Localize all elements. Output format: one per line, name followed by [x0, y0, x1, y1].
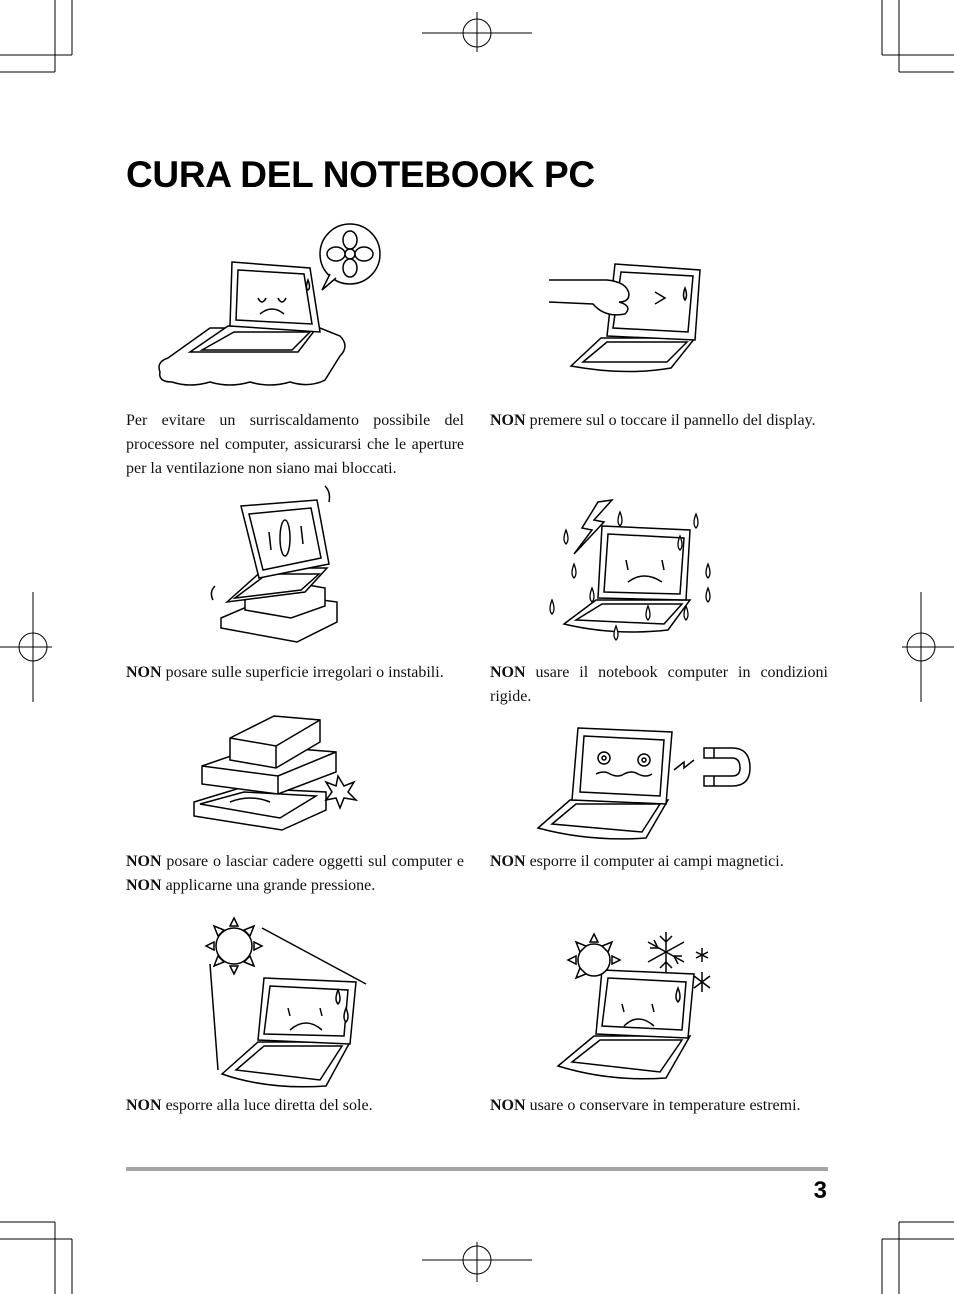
- caption-strong: NON: [126, 853, 162, 870]
- caption-heavy-objects: NON posare o lasciar cadere oggetti sul computer e NON applicarne una grande pressione.: [126, 853, 464, 894]
- page-title: CURA DEL NOTEBOOK PC: [126, 154, 595, 195]
- registration-mark-icon: [0, 12, 954, 1282]
- caption-magnetic-fields: NON esporre il computer ai campi magnetici.: [490, 853, 784, 870]
- caption-strong: NON: [490, 664, 526, 681]
- illustration-direct-sunlight: [198, 912, 370, 1092]
- page-number: 3: [813, 1177, 827, 1204]
- illustration-unstable-surface: [205, 482, 345, 644]
- footer-rule: [126, 1167, 828, 1171]
- hand-icon: [549, 280, 629, 315]
- magnet-icon: [704, 748, 750, 786]
- illustration-ventilation: [150, 222, 390, 394]
- illustration-heavy-objects: [190, 714, 360, 836]
- caption-touch-screen: NON premere sul o toccare il pannello del display.: [490, 412, 816, 429]
- caption-harsh-conditions: NON usare il notebook computer in condizioni rigide.: [490, 664, 828, 705]
- illustration-touch-screen: [545, 258, 710, 382]
- illustration-harsh-conditions: [544, 496, 720, 648]
- caption-strong: NON: [490, 853, 526, 870]
- caption-strong: NON: [126, 1097, 162, 1114]
- caption-direct-sunlight: NON esporre alla luce diretta del sole.: [126, 1097, 373, 1114]
- caption-strong: NON: [126, 877, 162, 894]
- caption-ventilation: Per evitare un surriscaldamento possibile del processore nel computer, assicurarsi che le aperture per la ventilazione non siano mai bloccati.: [126, 412, 464, 477]
- illustration-extreme-temperatures: [554, 926, 724, 1086]
- caption-strong: NON: [490, 1097, 526, 1114]
- caption-extreme-temperatures: NON usare o conservare in temperature estremi.: [490, 1097, 801, 1114]
- caption-strong: NON: [126, 664, 162, 681]
- caption-strong: NON: [490, 412, 526, 429]
- caption-unstable-surface: NON posare sulle superficie irregolari o instabili.: [126, 664, 444, 681]
- illustration-magnetic-fields: [534, 724, 754, 844]
- sun-icon: [206, 918, 262, 974]
